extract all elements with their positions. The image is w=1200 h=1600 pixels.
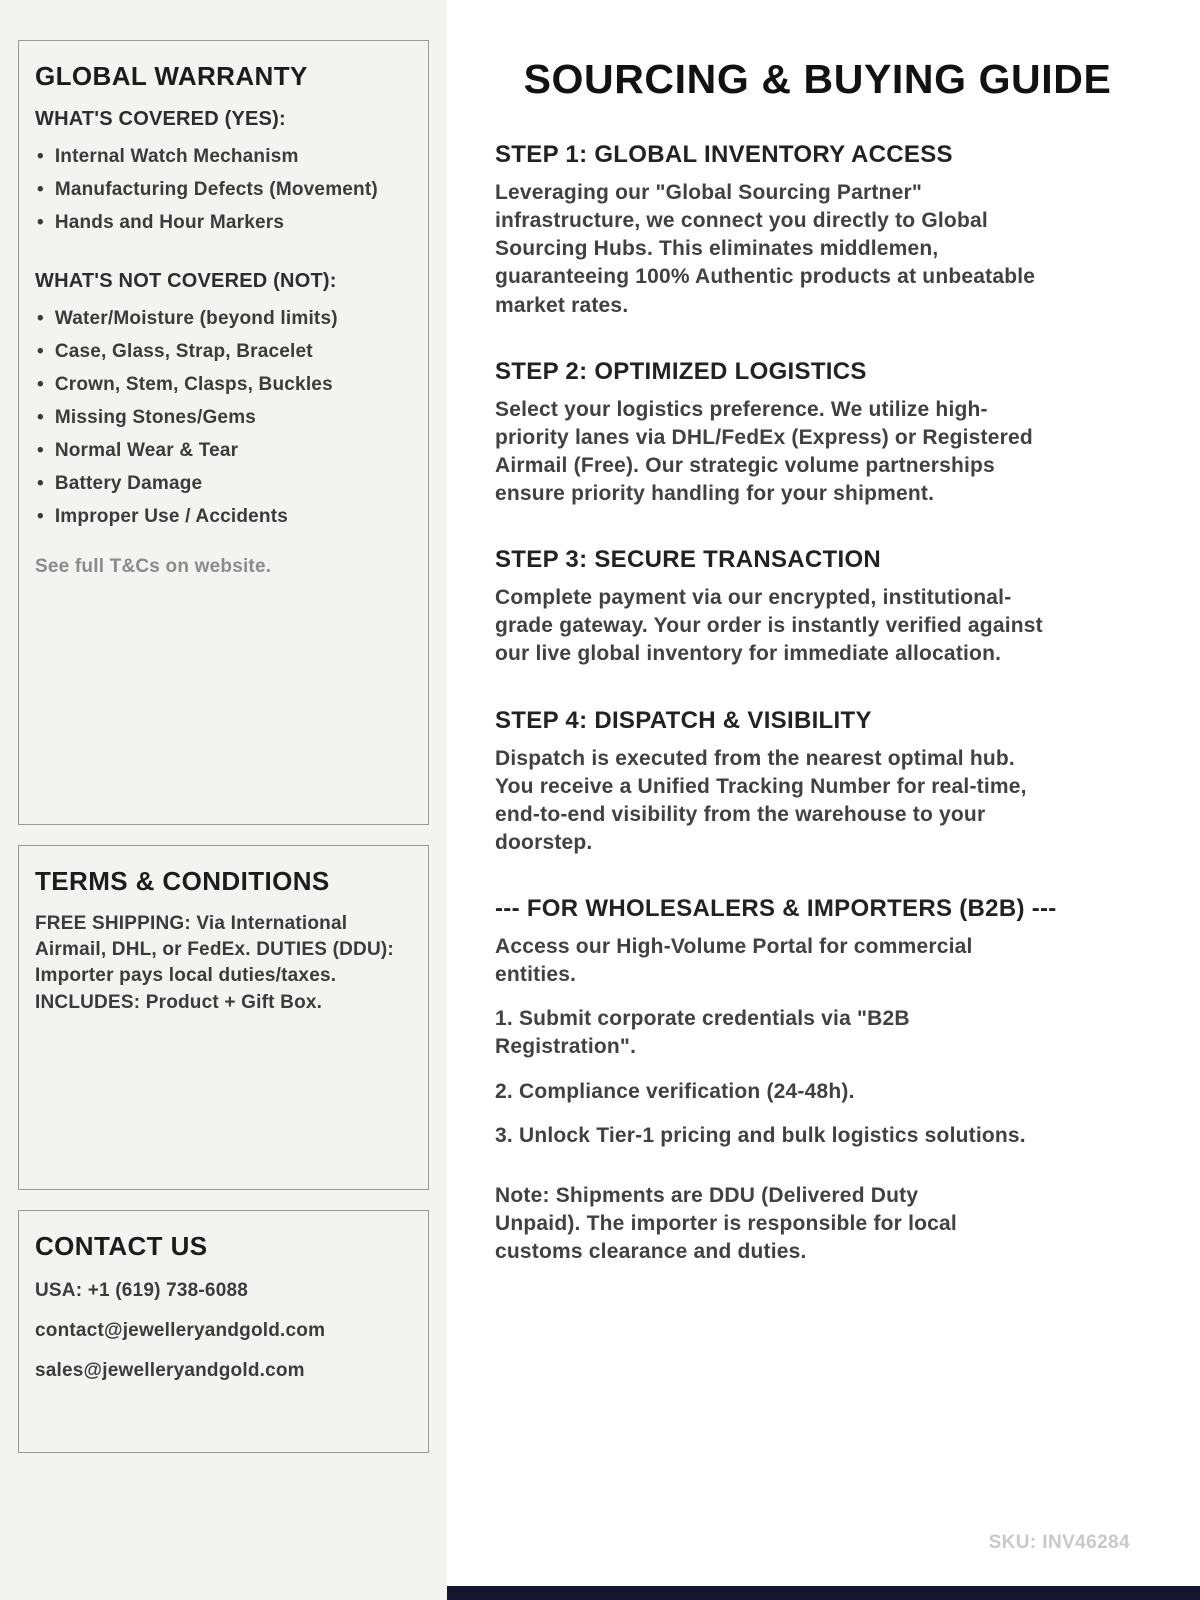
step-2-section xyxy=(495,358,1140,509)
contact-email-sales: sales@jewelleryandgold.com xyxy=(35,1360,305,1381)
step-2-body: Select your logistics preference. We utilize high-priority lanes via DHL/FedEx (Express) or Registered Airmail (Free). Our strategic volume partnerships ensure priority handling for your shipment. xyxy=(495,397,1033,505)
step-4-section xyxy=(495,707,1140,858)
sku-label: SKU: INV46284 xyxy=(988,1532,1130,1553)
list-item: • Crown, Stem, Clasps, Buckles xyxy=(35,369,412,402)
contact-title: CONTACT US xyxy=(35,1231,208,1261)
list-item: • Water/Moisture (beyond limits) xyxy=(35,303,412,336)
b2b-item-3: 3. Unlock Tier-1 pricing and bulk logistics solutions. xyxy=(495,1123,1026,1147)
b2b-intro: Access our High-Volume Portal for commercial entities. xyxy=(495,935,973,987)
list-item: • Internal Watch Mechanism xyxy=(35,141,412,174)
footer-bar xyxy=(447,1586,1200,1600)
contact-email-primary: contact@jewelleryandgold.com xyxy=(35,1320,326,1341)
warranty-title: GLOBAL WARRANTY xyxy=(35,61,308,91)
step-3-heading: STEP 3: SECURE TRANSACTION xyxy=(495,546,882,574)
page-title: SOURCING & BUYING GUIDE xyxy=(523,56,1112,102)
terms-panel xyxy=(18,845,429,1190)
warranty-panel xyxy=(18,40,429,825)
step-4-body: Dispatch is executed from the nearest optimal hub. You receive a Unified Tracking Number for real-time, end-to-end visibility from the warehouse to your doorstep. xyxy=(495,746,1027,854)
b2b-section xyxy=(495,895,1140,1266)
step-1-body: Leveraging our "Global Sourcing Partner" infrastructure, we connect you directly to Global Sourcing Hubs. This eliminates middlemen, guaranteeing 100% Authentic products at unbeatable market rates. xyxy=(495,181,1036,317)
b2b-item-1: 1. Submit corporate credentials via "B2B Registration". xyxy=(495,1007,910,1059)
list-item: • Battery Damage xyxy=(35,468,412,501)
not-covered-heading: WHAT'S NOT COVERED (NOT): xyxy=(35,270,337,292)
not-covered-list xyxy=(35,303,412,534)
list-item: • Hands and Hour Markers xyxy=(35,207,412,240)
step-2-heading: STEP 2: OPTIMIZED LOGISTICS xyxy=(495,357,867,385)
list-item: • Missing Stones/Gems xyxy=(35,402,412,435)
covered-heading: WHAT'S COVERED (YES): xyxy=(35,108,286,130)
list-item: • Normal Wear & Tear xyxy=(35,435,412,468)
b2b-item-2: 2. Compliance verification (24-48h). xyxy=(495,1079,855,1103)
covered-list xyxy=(35,141,412,240)
list-item: • Improper Use / Accidents xyxy=(35,501,412,534)
sidebar xyxy=(0,0,447,1600)
warranty-footnote: See full T&Cs on website. xyxy=(35,556,272,577)
list-item: • Manufacturing Defects (Movement) xyxy=(35,174,412,207)
terms-title: TERMS & CONDITIONS xyxy=(35,866,330,896)
list-item: • Case, Glass, Strap, Bracelet xyxy=(35,336,412,369)
step-1-heading: STEP 1: GLOBAL INVENTORY ACCESS xyxy=(495,141,953,168)
contact-phone: USA: +1 (619) 738-6088 xyxy=(35,1280,248,1301)
step-4-heading: STEP 4: DISPATCH & VISIBILITY xyxy=(495,706,872,734)
step-3-section xyxy=(495,546,1140,668)
main-content xyxy=(447,0,1200,1600)
b2b-note: Note: Shipments are DDU (Delivered Duty Unpaid). The importer is responsible for local customs clearance and duties. xyxy=(495,1183,957,1263)
terms-body: FREE SHIPPING: Via International Airmail, DHL, or FedEx. DUTIES (DDU): Importer pays local duties/taxes. INCLUDES: Product + Gift Box. xyxy=(35,913,394,1013)
contact-panel xyxy=(18,1210,429,1453)
step-1-section xyxy=(495,141,1140,320)
step-3-body: Complete payment via our encrypted, institutional-grade gateway. Your order is instantly verified against our live global inventory for immediate allocation. xyxy=(495,586,1043,666)
b2b-heading: --- FOR WHOLESALERS & IMPORTERS (B2B) --- xyxy=(495,895,1057,922)
